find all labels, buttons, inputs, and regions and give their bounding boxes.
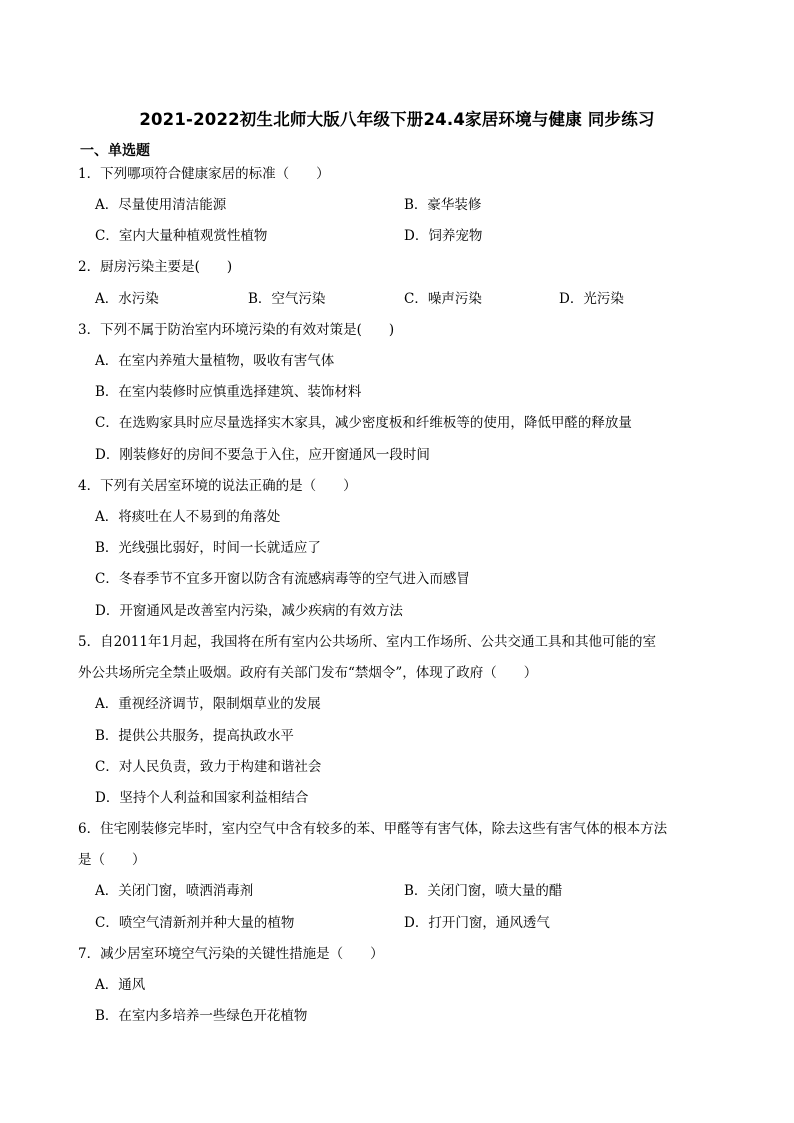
question-6-option-a: A．关闭门窗，喷洒消毒剂 [95, 883, 254, 899]
document-title: 2021-2022初生北师大版八年级下册24.4家居环境与健康 同步练习 [139, 110, 655, 129]
question-2-option-c: C．噪声污染 [404, 291, 482, 307]
section-heading: 一、单选题 [80, 143, 150, 159]
question-5-stem-line-2: 外公共场所完全禁止吸烟。政府有关部门发布“禁烟令”，体现了政府（ ） [78, 665, 538, 681]
question-1-option-c: C．室内大量种植观赏性植物 [95, 228, 268, 244]
question-1-option-a: A．尽量使用清洁能源 [95, 197, 227, 213]
question-7-option-b: B．在室内多培养一些绿色开花植物 [95, 1008, 308, 1024]
question-1-stem: 1．下列哪项符合健康家居的标准（ ） [78, 166, 330, 182]
question-1-option-b: B．豪华装修 [404, 197, 482, 213]
question-7-stem: 7．减少居室环境空气污染的关键性措施是（ ） [78, 946, 384, 962]
question-5-option-d: D．坚持个人利益和国家利益相结合 [95, 790, 309, 806]
question-1-option-d: D．饲养宠物 [404, 228, 483, 244]
question-5-option-b: B．提供公共服务，提高执政水平 [95, 728, 294, 744]
question-2-option-d: D．光污染 [559, 291, 624, 307]
question-2-stem: 2．厨房污染主要是( ) [78, 259, 233, 275]
question-6-stem-line-1: 6．住宅刚装修完毕时，室内空气中含有较多的苯、甲醛等有害气体，除去这些有害气体的根本方法 [78, 821, 668, 837]
question-4-option-c: C．冬春季节不宜多开窗以防含有流感病毒等的空气进入而感冒 [95, 571, 470, 587]
question-3-stem: 3．下列不属于防治室内环境污染的有效对策是( ) [78, 322, 395, 338]
question-6-option-b: B．关闭门窗，喷大量的醋 [404, 883, 563, 899]
question-6-stem-line-2: 是（ ） [78, 852, 146, 868]
question-2-option-a: A．水污染 [95, 291, 159, 307]
question-4-option-d: D．开窗通风是改善室内污染，减少疾病的有效方法 [95, 603, 403, 619]
question-4-option-b: B．光线强比弱好，时间一长就适应了 [95, 540, 321, 556]
question-2-option-b: B．空气污染 [248, 291, 326, 307]
question-3-option-a: A．在室内养殖大量植物，吸收有害气体 [95, 353, 335, 369]
question-4-stem: 4．下列有关居室环境的说法正确的是（ ） [78, 478, 357, 494]
question-5-stem-line-1: 5．自2011年1月起，我国将在所有室内公共场所、室内工作场所、公共交通工具和其他可能的室 [78, 634, 657, 650]
question-5-option-a: A．重视经济调节，限制烟草业的发展 [95, 696, 321, 712]
question-7-option-a: A．通风 [95, 977, 146, 993]
question-5-option-c: C．对人民负责，致力于构建和谐社会 [95, 759, 322, 775]
question-3-option-b: B．在室内装修时应慎重选择建筑、装饰材料 [95, 384, 362, 400]
question-3-option-c: C．在选购家具时应尽量选择实木家具，减少密度板和纤维板等的使用，降低甲醛的释放量 [95, 415, 632, 431]
question-6-option-c: C．喷空气清新剂并种大量的植物 [95, 915, 295, 931]
question-6-option-d: D．打开门窗，通风透气 [404, 915, 550, 931]
question-4-option-a: A．将痰吐在人不易到的角落处 [95, 509, 281, 525]
question-3-option-d: D．刚装修好的房间不要急于入住，应开窗通风一段时间 [95, 447, 430, 463]
